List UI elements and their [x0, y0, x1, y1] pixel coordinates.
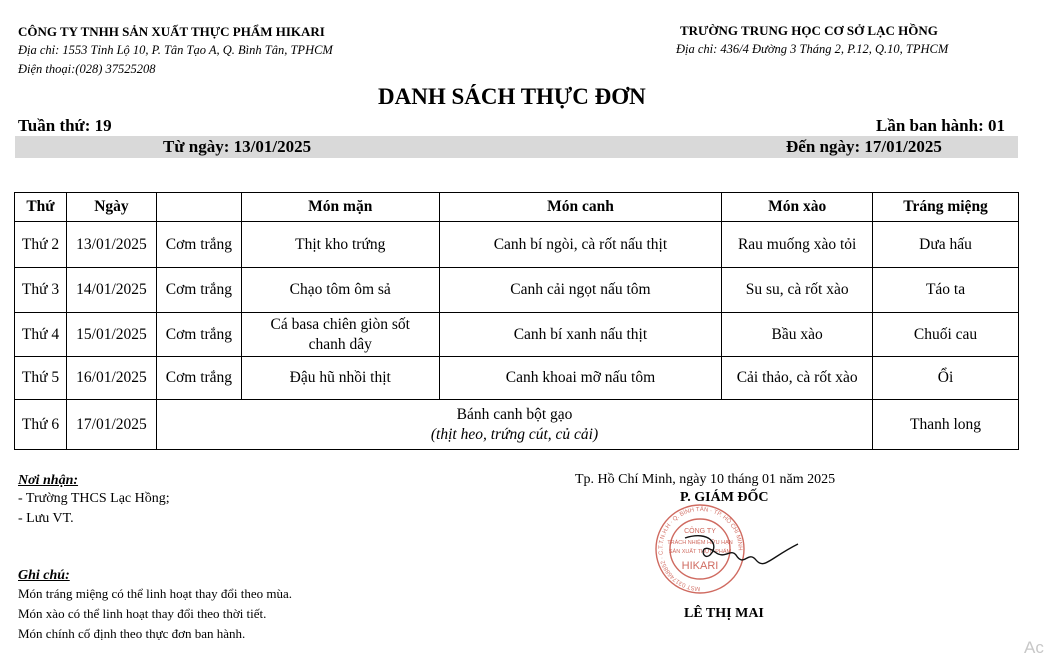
cell-day: Thứ 5	[15, 357, 67, 400]
company-name: CÔNG TY TNHH SẢN XUẤT THỰC PHẨM HIKARI	[18, 24, 325, 39]
cell-date: 14/01/2025	[66, 268, 156, 313]
cell-rice: Cơm trắng	[156, 268, 241, 313]
cell-day: Thứ 2	[15, 222, 67, 268]
menu-table	[14, 192, 1019, 450]
cell-dessert: Ổi	[873, 357, 1019, 400]
school-name: TRƯỜNG TRUNG HỌC CƠ SỞ LẠC HỒNG	[680, 23, 938, 38]
week-number: Tuần thứ: 19	[18, 116, 112, 135]
cell-dessert: Táo ta	[873, 268, 1019, 313]
table-row	[15, 357, 1019, 400]
company-address: Địa chỉ: 1553 Tỉnh Lộ 10, P. Tân Tạo A, Q. Bình Tân, TPHCM	[18, 43, 333, 57]
header-date: Ngày	[66, 193, 156, 222]
cell-day: Thứ 6	[15, 400, 67, 450]
recipient-item: - Lưu VT.	[18, 511, 74, 526]
company-phone: Điện thoại:(028) 37525208	[18, 62, 156, 76]
stamp-line2: TRÁCH NHIỆM HỮU HẠN	[667, 540, 733, 546]
cell-rice: Cơm trắng	[156, 313, 241, 357]
header-main-dish: Món mặn	[241, 193, 439, 222]
cell-dessert: Chuối cau	[873, 313, 1019, 357]
signer-role: P. GIÁM ĐỐC	[680, 490, 769, 505]
page-title: DANH SÁCH THỰC ĐƠN	[378, 84, 646, 109]
cell-date: 16/01/2025	[66, 357, 156, 400]
stamp-line3: SẢN XUẤT THỰC PHẨM	[668, 549, 732, 555]
cell-main-dish: Đậu hũ nhồi thịt	[241, 357, 439, 400]
recipient-item: - Trường THCS Lạc Hồng;	[18, 491, 170, 506]
from-date: Từ ngày: 13/01/2025	[163, 137, 312, 156]
stamp-line1: CÔNG TY	[684, 528, 716, 535]
cell-soup: Canh cải ngọt nấu tôm	[439, 268, 722, 313]
place-date: Tp. Hồ Chí Minh, ngày 10 tháng 01 năm 2025	[575, 472, 836, 487]
table-row	[15, 313, 1019, 357]
cell-soup: Canh bí xanh nấu thịt	[439, 313, 722, 357]
cell-day: Thứ 3	[15, 268, 67, 313]
cell-soup: Canh khoai mỡ nấu tôm	[439, 357, 722, 400]
header-soup: Món canh	[439, 193, 722, 222]
company-stamp	[640, 500, 800, 600]
signer-name: LÊ THỊ MAI	[684, 606, 764, 621]
main-dish-line2: chanh dây	[308, 335, 372, 353]
to-date: Đến ngày: 17/01/2025	[786, 137, 942, 156]
recipients-label: Nơi nhận:	[18, 473, 79, 488]
cell-dessert: Dưa hấu	[873, 222, 1019, 268]
header-day: Thứ	[15, 193, 67, 222]
note-item: Món xào có thể linh hoạt thay đổi theo thời tiết.	[18, 606, 267, 621]
stamp-ring-text: MST 0317468852 · C.T.T.N.H.H · Q. BÌNH TÂN · TP. HỒ CHÍ MINH	[658, 506, 743, 592]
cell-stirfry: Bầu xào	[722, 313, 873, 357]
main-dish-line1: Cá basa chiên giòn sốt	[270, 315, 410, 333]
note-item: Món tráng miệng có thể linh hoạt thay đổi theo mùa.	[18, 586, 293, 601]
cell-main-dish: Thịt kho trứng	[241, 222, 439, 268]
header-dessert: Tráng miệng	[873, 193, 1019, 222]
table-row	[15, 400, 1019, 450]
cell-dessert: Thanh long	[873, 400, 1019, 450]
table-header-row	[15, 193, 1019, 222]
cell-stirfry: Su su, cà rốt xào	[722, 268, 873, 313]
stamp-line4: HIKARI	[681, 560, 719, 572]
school-address: Địa chỉ: 436/4 Đường 3 Tháng 2, P.12, Q.10, TPHCM	[676, 42, 949, 56]
cell-date: 15/01/2025	[66, 313, 156, 357]
cell-stirfry: Cải thảo, cà rốt xào	[722, 357, 873, 400]
issue-number: Lần ban hành: 01	[876, 116, 1005, 135]
cell-date: 17/01/2025	[66, 400, 156, 450]
special-meal-name: Bánh canh bột gạo	[456, 405, 573, 423]
special-meal-note: (thịt heo, trứng cút, củ cải)	[430, 425, 599, 443]
watermark-text: Ac	[1024, 638, 1044, 657]
cell-stirfry: Rau muống xào tỏi	[722, 222, 873, 268]
cell-soup: Canh bí ngòi, cà rốt nấu thịt	[439, 222, 722, 268]
cell-main-dish	[241, 313, 439, 357]
notes-label: Ghi chú:	[18, 568, 70, 583]
cell-main-dish: Chạo tôm ôm sả	[241, 268, 439, 313]
header-stirfry: Món xào	[722, 193, 873, 222]
cell-rice: Cơm trắng	[156, 357, 241, 400]
cell-rice: Cơm trắng	[156, 222, 241, 268]
cell-special-meal	[156, 400, 872, 450]
note-item: Món chính cố định theo thực đơn ban hành.	[18, 626, 246, 641]
cell-day: Thứ 4	[15, 313, 67, 357]
table-row	[15, 222, 1019, 268]
cell-date: 13/01/2025	[66, 222, 156, 268]
header-rice	[156, 193, 241, 222]
table-row	[15, 268, 1019, 313]
